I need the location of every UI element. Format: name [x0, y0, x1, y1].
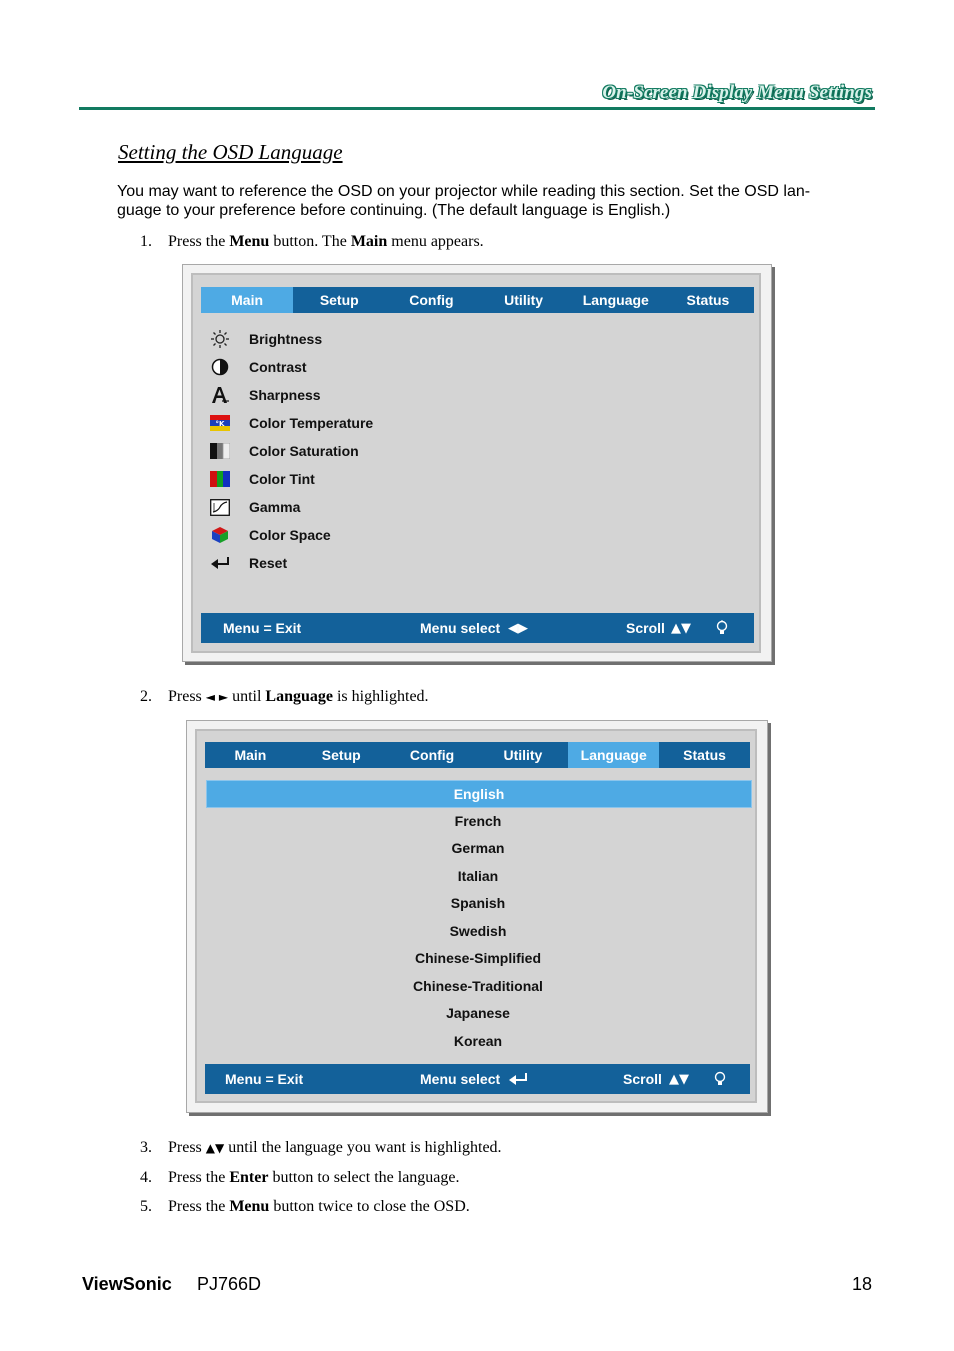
- language-option-italian[interactable]: Italian: [457, 868, 499, 884]
- tab-config[interactable]: Config: [409, 292, 454, 308]
- running-header: On-Screen Display Menu Settings: [602, 82, 872, 103]
- tab-status[interactable]: Status: [683, 747, 726, 763]
- menu-item-reset[interactable]: [193, 549, 287, 577]
- tab-utility[interactable]: Utility: [504, 292, 544, 308]
- osd-tab-bar: [201, 287, 754, 313]
- step-number: 4.: [140, 1169, 152, 1186]
- menu-item-sharpness[interactable]: [193, 381, 321, 409]
- step-2: [140, 687, 429, 707]
- language-option-chinese-simplified[interactable]: Chinese-Simplified: [414, 950, 542, 966]
- menu-item-contrast[interactable]: [193, 353, 307, 381]
- menu-item-color-saturation[interactable]: [193, 437, 359, 465]
- menu-item-color-tint[interactable]: [193, 465, 315, 493]
- menu-item-label: Reset: [249, 555, 288, 571]
- osd-footer: [205, 1064, 750, 1094]
- language-option-german[interactable]: German: [451, 840, 505, 856]
- osd-language-menu-screenshot: [186, 720, 768, 1113]
- osd-panel: [191, 273, 761, 653]
- menu-item-color-temperature[interactable]: [193, 409, 373, 437]
- tab-utility[interactable]: Utility: [503, 747, 543, 763]
- menu-item-label: Brightness: [249, 331, 323, 347]
- reset-icon: [209, 554, 231, 572]
- language-option-french[interactable]: French: [454, 813, 502, 829]
- enter-icon: [508, 1064, 528, 1094]
- menu-item-label: Color Tint: [249, 471, 315, 487]
- step-text: until: [228, 688, 266, 705]
- step-keyword: Main: [350, 233, 388, 250]
- step-number: 2.: [140, 688, 152, 705]
- step-text: Press: [168, 1139, 206, 1156]
- osd-tab-bar: [205, 742, 750, 768]
- step-text: Press: [168, 688, 206, 705]
- language-option-chinese-traditional[interactable]: Chinese-Traditional: [413, 978, 543, 994]
- footer-scroll: Scroll: [626, 620, 665, 636]
- step-5: [140, 1197, 470, 1217]
- step-keyword: Enter: [229, 1169, 269, 1186]
- step-text: Press the: [168, 1198, 230, 1215]
- step-keyword: Menu: [229, 233, 270, 250]
- up-down-arrows-icon: ▲▼: [205, 1141, 225, 1155]
- osd-footer: [201, 613, 754, 643]
- menu-item-label: Sharpness: [249, 387, 321, 403]
- tab-language[interactable]: Language: [568, 742, 659, 768]
- tab-setup[interactable]: Setup: [321, 747, 361, 763]
- tab-config[interactable]: Config: [409, 747, 455, 763]
- osd-main-menu-screenshot: [182, 264, 772, 662]
- footer-model: PJ766D: [197, 1274, 262, 1294]
- intro-paragraph: [117, 182, 857, 220]
- tab-main[interactable]: Main: [234, 747, 267, 763]
- menu-item-label: Color Temperature: [249, 415, 374, 431]
- step-text: Press the: [168, 233, 230, 250]
- left-right-arrows-icon: ◄ ►: [205, 690, 229, 704]
- footer-scroll: Scroll: [623, 1071, 662, 1087]
- up-down-arrows-icon: ▲▼: [671, 620, 691, 636]
- left-right-arrows-icon: ◀▶: [508, 620, 528, 636]
- footer-exit: Menu = Exit: [225, 1071, 304, 1087]
- language-option-korean[interactable]: Korean: [453, 1033, 503, 1049]
- svg-text:°K: °K: [215, 420, 225, 428]
- step-text: Press the: [168, 1169, 230, 1186]
- language-option-spanish[interactable]: Spanish: [450, 895, 506, 911]
- header-rule: [79, 107, 875, 110]
- step-3: [140, 1138, 502, 1158]
- lightbulb-icon: [713, 1064, 727, 1094]
- step-4: [140, 1168, 460, 1188]
- step-keyword: Menu: [229, 1198, 270, 1215]
- tab-main[interactable]: Main: [201, 287, 293, 313]
- up-down-arrows-icon: ▲▼: [669, 1071, 689, 1087]
- sharpness-icon: [209, 386, 231, 404]
- footer-brand: ViewSonic: [82, 1274, 172, 1294]
- step-number: 3.: [140, 1139, 152, 1156]
- menu-item-label: Color Saturation: [249, 443, 359, 459]
- intro-line-2: guage to your preference before continuing. (The default language is English.): [117, 202, 671, 219]
- gamma-icon: [209, 498, 231, 516]
- contrast-icon: [209, 358, 231, 376]
- menu-item-label: Contrast: [249, 359, 307, 375]
- language-list: [206, 779, 750, 1059]
- color-tint-icon: [209, 470, 231, 488]
- section-title: Setting the OSD Language: [118, 140, 343, 164]
- language-option-swedish[interactable]: Swedish: [449, 923, 507, 939]
- osd-panel: [195, 729, 757, 1103]
- step-number: 1.: [140, 233, 152, 250]
- menu-item-brightness[interactable]: [193, 325, 322, 353]
- color-space-icon: [209, 526, 231, 544]
- menu-item-color-space[interactable]: [193, 521, 331, 549]
- menu-item-gamma[interactable]: [193, 493, 300, 521]
- step-text: button to select the language.: [268, 1169, 460, 1186]
- step-1: [140, 232, 484, 252]
- brightness-icon: [209, 330, 231, 348]
- intro-line-1: You may want to reference the OSD on your projector while reading this section. Set the OSD lan-: [117, 183, 811, 200]
- menu-item-label: Color Space: [249, 527, 331, 543]
- language-option-english[interactable]: English: [206, 780, 752, 808]
- footer-menu-select: Menu select: [420, 1071, 501, 1087]
- color-temperature-icon: [209, 414, 231, 432]
- language-option-japanese[interactable]: Japanese: [446, 1005, 510, 1021]
- footer-exit: Menu = Exit: [223, 620, 302, 636]
- step-text: is highlighted.: [332, 688, 429, 705]
- tab-language[interactable]: Language: [582, 292, 649, 308]
- lightbulb-icon: [715, 613, 729, 643]
- step-number: 5.: [140, 1198, 152, 1215]
- step-text: button. The: [269, 233, 351, 250]
- step-text: until the language you want is highlighted.: [224, 1139, 502, 1156]
- tab-status[interactable]: Status: [686, 292, 730, 308]
- step-keyword: Language: [265, 688, 333, 705]
- step-text: button twice to close the OSD.: [269, 1198, 470, 1215]
- color-saturation-icon: [209, 442, 231, 460]
- footer-menu-select: Menu select: [420, 620, 501, 636]
- menu-item-label: Gamma: [249, 499, 301, 515]
- tab-setup[interactable]: Setup: [319, 292, 359, 308]
- step-text: menu appears.: [387, 233, 484, 250]
- page-number: 18: [851, 1274, 872, 1294]
